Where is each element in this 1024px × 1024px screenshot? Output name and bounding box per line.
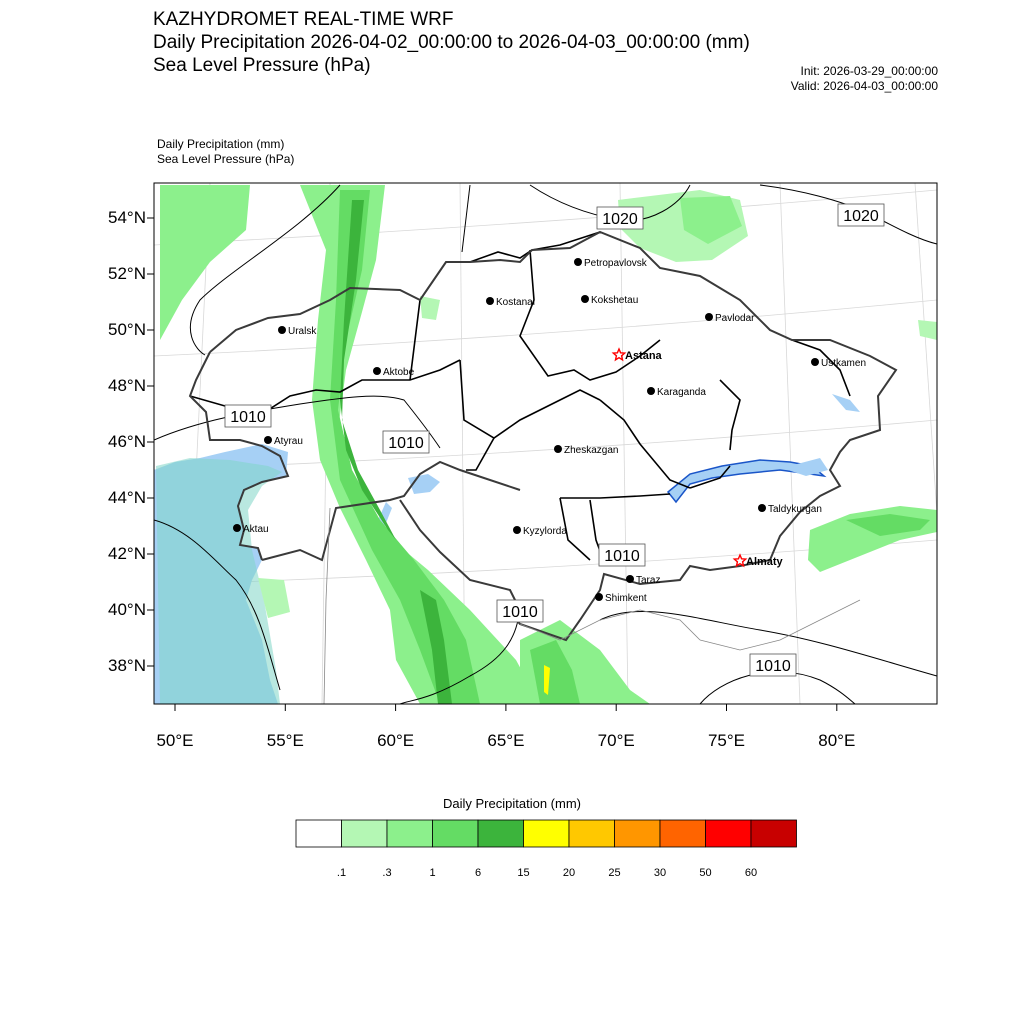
city-dot-icon xyxy=(574,258,582,266)
city-label: Karaganda xyxy=(657,387,706,398)
lon-tick-label: 50°E xyxy=(156,731,194,750)
title-line-1: KAZHYDROMET REAL-TIME WRF xyxy=(153,9,454,30)
colorbar-level-label: 15 xyxy=(517,867,530,879)
city-label: Kyzylorda xyxy=(523,526,567,537)
colorbar-level-label: 20 xyxy=(562,867,576,879)
isobar-label xyxy=(599,544,645,566)
lat-tick-label: 50°N xyxy=(108,320,146,339)
colorbar-level-label: .3 xyxy=(382,867,392,879)
city-dot-icon xyxy=(554,445,562,453)
colorbar-level-label: 6 xyxy=(474,867,482,879)
city-label: Petropavlovsk xyxy=(584,258,647,269)
colorbar-swatch xyxy=(524,820,570,847)
valid-time: Valid: 2026-04-03_00:00:00 xyxy=(790,79,938,93)
isobar-label xyxy=(497,600,543,622)
lat-tick-label: 52°N xyxy=(108,264,146,283)
lat-tick-label: 44°N xyxy=(108,488,146,507)
isobar-label xyxy=(597,207,643,229)
colorbar-swatch xyxy=(296,820,342,847)
isobar-value: 1010 xyxy=(755,658,791,675)
colorbar-swatch xyxy=(615,820,661,847)
colorbar-swatch xyxy=(751,820,797,847)
colorbar-level-label: .1 xyxy=(336,867,347,879)
city-marker xyxy=(758,504,822,515)
city-label: Almaty xyxy=(746,556,783,568)
lon-tick-label: 60°E xyxy=(377,731,415,750)
panel-var-slp: Sea Level Pressure (hPa) xyxy=(157,152,295,166)
colorbar-level-label: 60 xyxy=(744,867,758,879)
city-dot-icon xyxy=(513,526,521,534)
title-line-3: Sea Level Pressure (hPa) xyxy=(153,55,371,76)
isobar-value: 1020 xyxy=(602,211,638,228)
lat-tick-label: 42°N xyxy=(108,544,146,563)
isobar-label xyxy=(383,431,429,453)
isobar-value: 1010 xyxy=(388,435,424,452)
lon-tick-label: 80°E xyxy=(818,731,856,750)
panel-var-precip: Daily Precipitation (mm) xyxy=(157,137,285,151)
city-label: Kokshetau xyxy=(591,295,639,306)
isobar-value: 1010 xyxy=(502,604,538,621)
lat-tick-label: 46°N xyxy=(108,432,146,451)
colorbar-level-label: 50 xyxy=(699,867,712,879)
colorbar-level-label: 25 xyxy=(608,867,621,879)
city-label: Atyrau xyxy=(274,436,303,447)
colorbar-swatch xyxy=(660,820,706,847)
init-time: Init: 2026-03-29_00:00:00 xyxy=(800,64,938,78)
lon-tick-label: 75°E xyxy=(707,731,746,750)
isobar-value: 1010 xyxy=(230,409,266,426)
city-dot-icon xyxy=(264,436,272,444)
city-dot-icon xyxy=(626,575,634,583)
lat-tick-label: 54°N xyxy=(108,208,146,227)
city-label: Pavlodar xyxy=(715,313,755,324)
isobar-value: 1020 xyxy=(843,208,879,225)
city-dot-icon xyxy=(233,524,241,532)
city-dot-icon xyxy=(278,326,286,334)
lon-tick-label: 70°E xyxy=(597,731,635,750)
city-label: Taldykurgan xyxy=(768,504,822,515)
city-label: Zheskazgan xyxy=(564,445,619,456)
title-line-2: Daily Precipitation 2026-04-02_00:00:00 to 2026-04-03_00:00:00 (mm) xyxy=(153,32,750,53)
lon-tick-label: 55°E xyxy=(266,731,304,750)
city-dot-icon xyxy=(705,313,713,321)
isobar-value: 1010 xyxy=(604,548,640,565)
colorbar-swatch xyxy=(478,820,524,847)
city-label: Kostanai xyxy=(496,297,535,308)
colorbar xyxy=(0,815,1024,875)
colorbar-level-label: 30 xyxy=(653,867,667,879)
colorbar-swatch xyxy=(387,820,433,847)
lat-tick-label: 48°N xyxy=(108,376,146,395)
city-label: Shimkent xyxy=(605,593,647,604)
colorbar-swatch xyxy=(569,820,615,847)
city-marker xyxy=(574,258,648,269)
city-label: Uralsk xyxy=(288,326,317,337)
city-dot-icon xyxy=(486,297,494,305)
isobar-label xyxy=(838,204,884,226)
city-dot-icon xyxy=(581,295,589,303)
colorbar-swatch xyxy=(342,820,388,847)
colorbar-level-label: 1 xyxy=(429,867,436,879)
colorbar-title: Daily Precipitation (mm) xyxy=(443,796,581,811)
city-label: Astana xyxy=(625,350,662,362)
city-marker xyxy=(554,445,618,456)
colorbar-swatch xyxy=(706,820,752,847)
map-plot-area xyxy=(154,183,940,704)
colorbar-swatch xyxy=(433,820,479,847)
city-dot-icon xyxy=(758,504,766,512)
isobar-label xyxy=(750,654,796,676)
city-label: Aktobe xyxy=(383,367,415,378)
city-label: Aktau xyxy=(243,524,269,535)
city-label: Taraz xyxy=(636,575,661,586)
city-dot-icon xyxy=(595,593,603,601)
lat-tick-label: 38°N xyxy=(108,656,146,675)
city-dot-icon xyxy=(373,367,381,375)
isobar-label xyxy=(225,405,271,427)
city-label: Ustkamen xyxy=(821,358,867,369)
city-dot-icon xyxy=(811,358,819,366)
city-dot-icon xyxy=(647,387,655,395)
lon-tick-label: 65°E xyxy=(487,731,525,750)
lat-tick-label: 40°N xyxy=(108,600,146,619)
